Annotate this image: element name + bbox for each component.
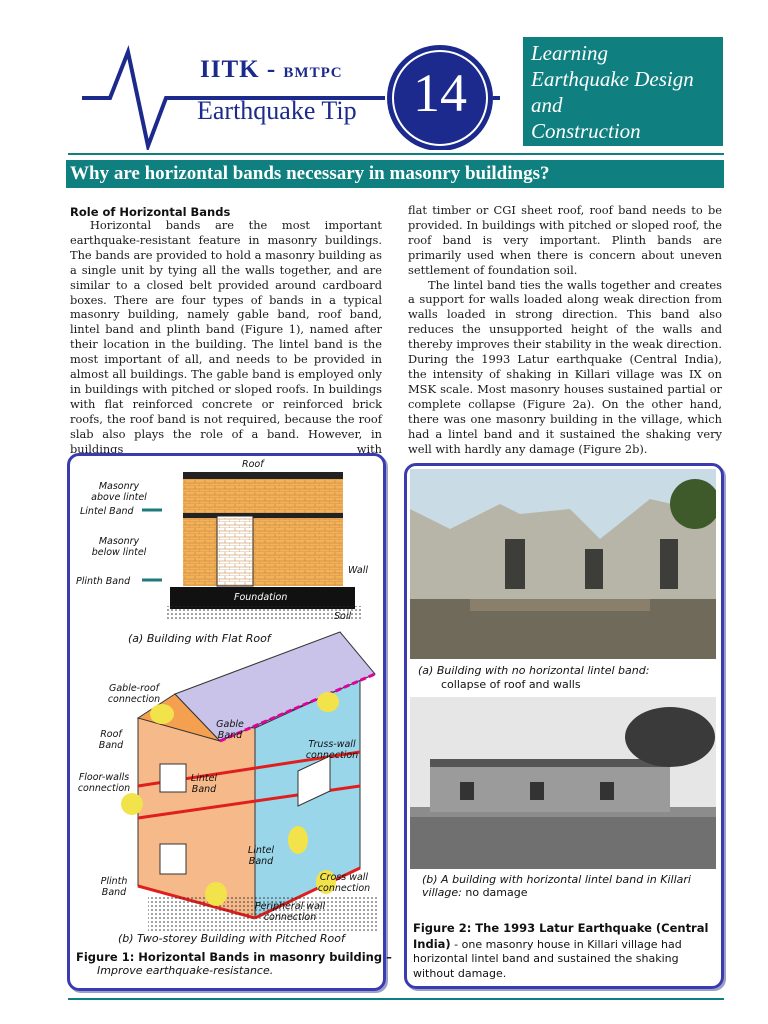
photo-collapsed-building [410,469,716,659]
label-peripheral-wall: Peripheral wall connection [254,901,326,923]
series-title-box: Learning Earthquake Design and Construction [523,37,723,146]
label-truss-wall: Truss-wall connection [305,739,359,761]
paragraph-2: flat timber or CGI sheet roof, roof band needs to be provided. In buildings with pitched or sloped roof, the roof band is very important. Plinth bands are primarily used when there is concern about uneven settlement of foundation soil. [408,203,722,277]
figure-1-caption-sub: Improve earthquake-resistance. [97,964,274,977]
label-soil: Soil [334,611,352,622]
figure-2-caption: Figure 2: The 1993 Latur Earthquake (Central India) - one masonry house in Killari village had horizontal lintel band and sustained the shaking without damage. [413,921,709,980]
page-title: Why are horizontal bands necessary in masonry buildings? [70,163,550,184]
org-name: IITK - BMTPC [200,56,343,83]
figure-1-caption: Figure 1: Horizontal Bands in masonry building – [76,950,392,964]
label-foundation: Foundation [234,592,288,603]
label-masonry-below: Masonry below lintel [91,536,147,558]
page-title-bar [66,160,724,188]
label-wall: Wall [348,565,368,576]
label-cross-wall: Cross wall connection [317,872,371,894]
paragraph-1: Horizontal bands are the most important earthquake-resistant feature in masonry buildings. The bands are provided to hold a masonry building as a single unit by tying all the walls together, and are similar to a closed belt provided around cardboard boxes. There are four types of bands in a typical masonry building, namely gable band, roof band, lintel band and plinth band (Figure 1), named after their location in the building. The lintel band is the most important of all, and needs to be provided in almost all buildings. The gable band is employed only in buildings with pitched or sloped roofs. In buildings with flat reinforced concrete or reinforced brick roofs, the roof band is not required, because the roof slab also plays the role of a band. However, in buildings with [70,218,382,456]
label-lintel-band-b1: Lintel Band [190,773,218,795]
figure-2b-caption: (b) A building with horizontal lintel band in Killari village: no damage [422,873,691,899]
column-2-text [408,203,722,456]
label-floor-walls: Floor-walls connection [77,772,131,794]
tip-label: Earthquake Tip [197,96,357,125]
label-roof-band: Roof Band [98,729,124,751]
label-plinth-band-b: Plinth Band [100,876,128,898]
section-heading: Role of Horizontal Bands [70,205,231,219]
header-divider [68,153,724,155]
figure-2a-caption-sub: collapse of roof and walls [441,678,581,691]
column-1-text [70,218,382,457]
label-lintel-band-a: Lintel Band [80,506,134,517]
footer-divider [68,998,724,1000]
photo-intact-building [410,697,716,869]
label-gable-band: Gable Band [216,719,244,741]
label-lintel-band-b2: Lintel Band [247,845,275,867]
label-plinth-band-a: Plinth Band [76,576,131,587]
paragraph-3: The lintel band ties the walls together and creates a support for walls loaded along weak direction from walls loaded in strong direction. This band also reduces the unsupported height of the walls and thereby improves their stability in the weak direction. During the 1993 Latur earthquake (Central India), the intensity of shaking in Killari village was IX on MSK scale. Most masonry houses sustained partial or complete collapse (Figure 2a). On the other hand, there was one masonry building in the village, which had a lintel band and it sustained the shaking very well with hardly any damage (Figure 2b). [408,277,722,456]
label-roof: Roof [242,459,264,470]
label-gable-roof-connection: Gable-roof connection [107,683,161,705]
tip-number: 14 [413,63,467,123]
figure-1b-caption: (b) Two-storey Building with Pitched Roof [118,932,345,945]
label-masonry-above: Masonry above lintel [91,481,147,503]
figure-2a-caption: (a) Building with no horizontal lintel band: [418,664,650,677]
figure-1a-caption: (a) Building with Flat Roof [128,632,271,645]
